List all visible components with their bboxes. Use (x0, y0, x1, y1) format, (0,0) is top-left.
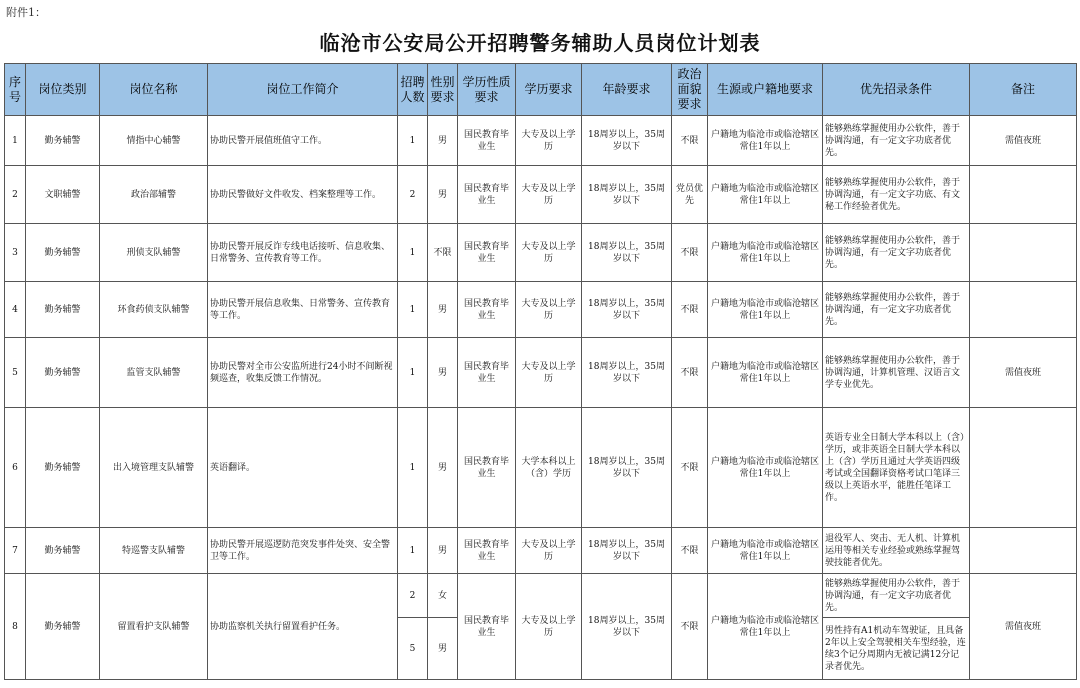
cell-category: 勤务辅警 (26, 116, 100, 166)
cell-edu: 大专及以上学历 (516, 574, 582, 680)
cell-gender: 男 (428, 116, 458, 166)
cell-priority: 能够熟练掌握使用办公软件，善于协调沟通，有一定文字功底者优先。 (823, 224, 970, 282)
cell-category: 勤务辅警 (26, 574, 100, 680)
cell-politics: 不限 (672, 338, 708, 408)
page-title: 临沧市公安局公开招聘警务辅助人员岗位计划表 (319, 31, 761, 55)
cell-edu: 大专及以上学历 (516, 166, 582, 224)
cell-category: 勤务辅警 (26, 408, 100, 528)
cell-name: 刑侦支队辅警 (100, 224, 208, 282)
cell-count: 1 (398, 116, 428, 166)
cell-edu: 大专及以上学历 (516, 338, 582, 408)
cell-age: 18周岁以上，35周岁以下 (582, 408, 672, 528)
cell-priority: 能够熟练掌握使用办公软件，善于协调沟通，有一定文字功底者优先。 (823, 282, 970, 338)
header-seq: 序号 (5, 64, 26, 116)
cell-name: 留置看护支队辅警 (100, 574, 208, 680)
cell-name: 出入境管理支队辅警 (100, 408, 208, 528)
header-desc: 岗位工作简介 (208, 64, 398, 116)
cell-gender: 不限 (428, 224, 458, 282)
cell-seq: 2 (5, 166, 26, 224)
cell-edu-nature: 国民教育毕业生 (458, 166, 516, 224)
cell-priority: 能够熟练掌握使用办公软件，善于协调沟通，有一定文字功底者优先。 (823, 574, 970, 618)
cell-seq: 8 (5, 574, 26, 680)
cell-remark (970, 528, 1077, 574)
cell-politics: 不限 (672, 282, 708, 338)
cell-count: 1 (398, 528, 428, 574)
attachment-label: 附件1： (6, 6, 46, 19)
cell-remark (970, 408, 1077, 528)
cell-name: 特巡警支队辅警 (100, 528, 208, 574)
cell-age: 18周岁以上，35周岁以下 (582, 116, 672, 166)
cell-count: 5 (398, 618, 428, 680)
cell-gender: 女 (428, 574, 458, 618)
table-row (5, 166, 1077, 224)
cell-priority: 能够熟练掌握使用办公软件，善于协调沟通，计算机管理、汉语言文学专业优先。 (823, 338, 970, 408)
cell-age: 18周岁以上，35周岁以下 (582, 574, 672, 680)
cell-desc: 协助监察机关执行留置看护任务。 (208, 574, 398, 680)
cell-desc: 协助民警开展信息收集、日常警务、宣传教育等工作。 (208, 282, 398, 338)
cell-origin: 户籍地为临沧市或临沧辖区常住1年以上 (708, 574, 823, 680)
cell-name: 环食药侦支队辅警 (100, 282, 208, 338)
cell-priority: 英语专业全日制大学本科以上（含）学历，或非英语全日制大学本科以上（含）学历且通过大学英语四级考试或全国翻译资格考试口笔译三级以上英语水平，能胜任笔译工作。 (823, 408, 970, 528)
cell-age: 18周岁以上，35周岁以下 (582, 282, 672, 338)
header-edu: 学历要求 (516, 64, 582, 116)
cell-desc: 英语翻译。 (208, 408, 398, 528)
cell-remark: 需值夜班 (970, 338, 1077, 408)
cell-politics: 不限 (672, 528, 708, 574)
header-origin: 生源或户籍地要求 (708, 64, 823, 116)
cell-gender: 男 (428, 528, 458, 574)
cell-priority: 能够熟练掌握使用办公软件，善于协调沟通，有一定文字功底、有文秘工作经验者优先。 (823, 166, 970, 224)
cell-desc: 协助民警对全市公安监所进行24小时不间断视频巡查，收集反馈工作情况。 (208, 338, 398, 408)
cell-seq: 6 (5, 408, 26, 528)
cell-edu-nature: 国民教育毕业生 (458, 224, 516, 282)
cell-origin: 户籍地为临沧市或临沧辖区常住1年以上 (708, 116, 823, 166)
cell-seq: 5 (5, 338, 26, 408)
cell-remark: 需值夜班 (970, 116, 1077, 166)
cell-edu-nature: 国民教育毕业生 (458, 574, 516, 680)
cell-origin: 户籍地为临沧市或临沧辖区常住1年以上 (708, 224, 823, 282)
header-category: 岗位类别 (26, 64, 100, 116)
cell-category: 勤务辅警 (26, 282, 100, 338)
cell-politics: 不限 (672, 574, 708, 680)
cell-count: 1 (398, 282, 428, 338)
cell-politics: 党员优先 (672, 166, 708, 224)
cell-origin: 户籍地为临沧市或临沧辖区常住1年以上 (708, 408, 823, 528)
cell-seq: 1 (5, 116, 26, 166)
cell-edu-nature: 国民教育毕业生 (458, 282, 516, 338)
cell-remark: 需值夜班 (970, 574, 1077, 680)
cell-count: 2 (398, 574, 428, 618)
cell-desc: 协助民警开展值班值守工作。 (208, 116, 398, 166)
header-name: 岗位名称 (100, 64, 208, 116)
cell-age: 18周岁以上，35周岁以下 (582, 528, 672, 574)
header-politics: 政治面貌要求 (672, 64, 708, 116)
cell-age: 18周岁以上，35周岁以下 (582, 166, 672, 224)
cell-count: 1 (398, 408, 428, 528)
table-row (5, 574, 1077, 618)
cell-desc: 协助民警做好文件收发、档案整理等工作。 (208, 166, 398, 224)
cell-origin: 户籍地为临沧市或临沧辖区常住1年以上 (708, 166, 823, 224)
cell-count: 2 (398, 166, 428, 224)
cell-count: 1 (398, 338, 428, 408)
cell-seq: 3 (5, 224, 26, 282)
cell-remark (970, 224, 1077, 282)
table-row (5, 408, 1077, 528)
header-priority: 优先招录条件 (823, 64, 970, 116)
cell-priority: 男性持有A1机动车驾驶证，且具备2年以上安全驾驶相关车型经验，连续3个记分周期内无被记满12分记录者优先。 (823, 618, 970, 680)
cell-name: 监管支队辅警 (100, 338, 208, 408)
cell-edu: 大专及以上学历 (516, 116, 582, 166)
header-row (5, 64, 1077, 116)
cell-edu: 大专及以上学历 (516, 282, 582, 338)
cell-origin: 户籍地为临沧市或临沧辖区常住1年以上 (708, 282, 823, 338)
cell-edu-nature: 国民教育毕业生 (458, 116, 516, 166)
cell-edu-nature: 国民教育毕业生 (458, 408, 516, 528)
cell-age: 18周岁以上，35周岁以下 (582, 338, 672, 408)
cell-remark (970, 166, 1077, 224)
cell-remark (970, 282, 1077, 338)
cell-category: 勤务辅警 (26, 528, 100, 574)
cell-gender: 男 (428, 338, 458, 408)
cell-politics: 不限 (672, 116, 708, 166)
cell-gender: 男 (428, 166, 458, 224)
cell-origin: 户籍地为临沧市或临沧辖区常住1年以上 (708, 528, 823, 574)
header-remark: 备注 (970, 64, 1077, 116)
cell-priority: 退役军人、突击、无人机、计算机运用等相关专业经验或熟练掌握驾驶技能者优先。 (823, 528, 970, 574)
cell-politics: 不限 (672, 224, 708, 282)
cell-age: 18周岁以上，35周岁以下 (582, 224, 672, 282)
cell-edu-nature: 国民教育毕业生 (458, 338, 516, 408)
header-age: 年龄要求 (582, 64, 672, 116)
header-edu-nature: 学历性质要求 (458, 64, 516, 116)
cell-gender: 男 (428, 282, 458, 338)
cell-seq: 4 (5, 282, 26, 338)
cell-politics: 不限 (672, 408, 708, 528)
cell-edu-nature: 国民教育毕业生 (458, 528, 516, 574)
table-row (5, 116, 1077, 166)
cell-priority: 能够熟练掌握使用办公软件，善于协调沟通，有一定文字功底者优先。 (823, 116, 970, 166)
cell-category: 勤务辅警 (26, 338, 100, 408)
cell-gender: 男 (428, 408, 458, 528)
table-row (5, 282, 1077, 338)
header-gender: 性别要求 (428, 64, 458, 116)
cell-name: 情指中心辅警 (100, 116, 208, 166)
cell-name: 政治部辅警 (100, 166, 208, 224)
cell-category: 勤务辅警 (26, 224, 100, 282)
table-row (5, 224, 1077, 282)
cell-category: 文职辅警 (26, 166, 100, 224)
cell-origin: 户籍地为临沧市或临沧辖区常住1年以上 (708, 338, 823, 408)
cell-desc: 协助民警开展反诈专线电话接听、信息收集、日常警务、宣传教育等工作。 (208, 224, 398, 282)
recruitment-plan-table (4, 63, 1077, 680)
cell-edu: 大专及以上学历 (516, 224, 582, 282)
cell-count: 1 (398, 224, 428, 282)
cell-desc: 协助民警开展巡逻防范突发事件处突、安全警卫等工作。 (208, 528, 398, 574)
cell-gender: 男 (428, 618, 458, 680)
header-count: 招聘人数 (398, 64, 428, 116)
table-row (5, 528, 1077, 574)
cell-edu: 大专及以上学历 (516, 528, 582, 574)
table-row (5, 338, 1077, 408)
cell-edu: 大学本科以上（含）学历 (516, 408, 582, 528)
cell-seq: 7 (5, 528, 26, 574)
